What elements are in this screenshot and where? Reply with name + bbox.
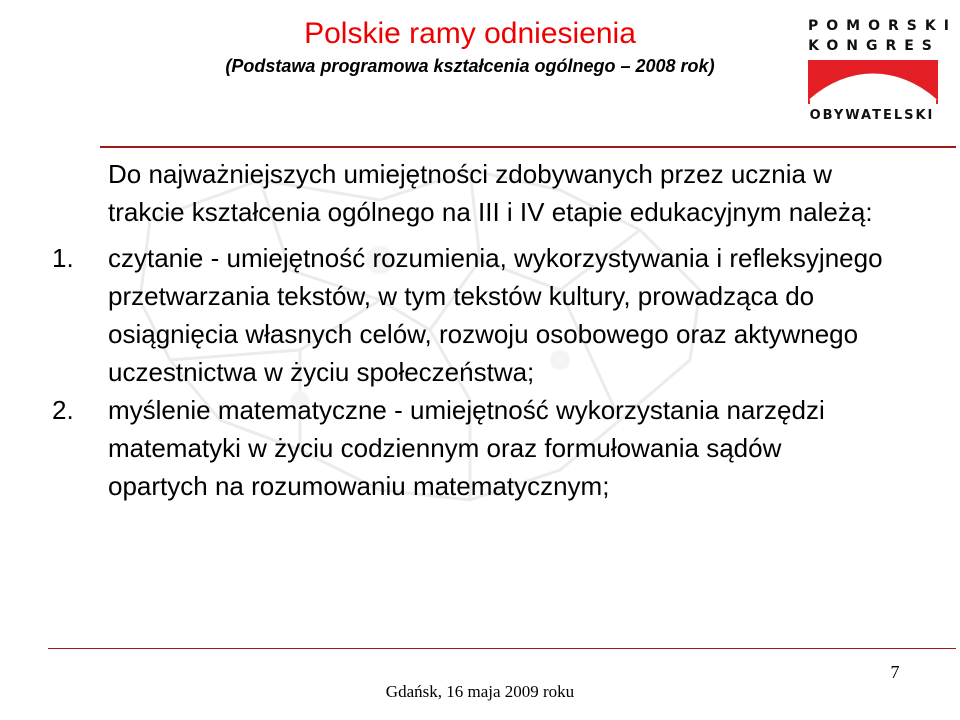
footer-divider <box>48 648 956 649</box>
header-divider <box>100 146 956 148</box>
list-item-text: myślenie matematyczne - umiejętność wykorzystania narzędzi matematyki w życiu codziennym oraz formułowania sądów opartych na rozumowaniu matematycznym; <box>108 395 825 501</box>
list-item-number: 2. <box>52 395 74 425</box>
list-item <box>52 239 888 391</box>
logo-line-3: OBYWATELSKI <box>809 108 935 123</box>
list-item <box>52 391 888 505</box>
slide-subtitle: (Podstawa programowa kształcenia ogólnego – 2008 rok) <box>225 56 715 76</box>
list-item-number: 1. <box>52 243 74 273</box>
slide-title: Polskie ramy odniesienia <box>304 17 636 50</box>
logo-line-2: KONGRES <box>808 38 940 54</box>
slide-body <box>52 155 888 505</box>
pomorski-kongres-obywatelski-logo <box>806 16 957 128</box>
list-item-text: czytanie - umiejętność rozumienia, wykorzystywania i refleksyjnego przetwarzania tekstów, w tym tekstów kultury, prowadząca do osiągnięcia własnych celów, rozwoju osobowego oraz aktywnego uczestnictwa w życiu społeczeństwa; <box>108 243 883 387</box>
footer-place-date: Gdańsk, 16 maja 2009 roku <box>385 682 575 701</box>
logo-line-1: POMORSKI <box>808 18 957 34</box>
intro-paragraph: Do najważniejszych umiejętności zdobywanych przez ucznia w trakcie kształcenia ogólnego na III i IV etapie edukacyjnym należą: <box>108 159 873 227</box>
skills-list <box>52 239 888 505</box>
logo-red-bar <box>808 60 938 104</box>
page-number: 7 <box>890 662 900 682</box>
